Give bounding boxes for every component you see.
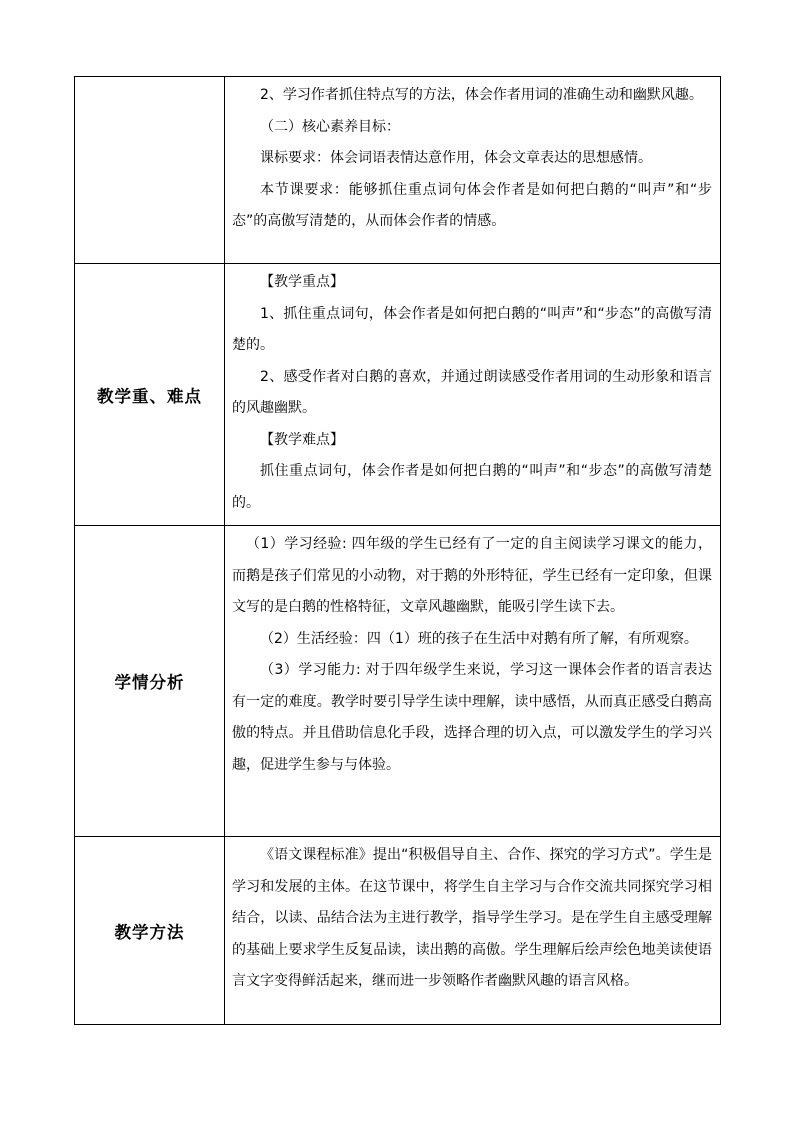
table-row-student-analysis [75, 526, 721, 837]
paragraph: （二）核心素养目标： [260, 118, 400, 135]
table-row-teaching-methods [75, 837, 721, 1025]
row-content-key-points [225, 264, 721, 526]
row-label-objectives [75, 77, 225, 264]
row-content-objectives [225, 77, 721, 264]
row-label-student-analysis: 学情分析 [75, 526, 225, 837]
row-label-key-points: 教学重、难点 [75, 264, 225, 526]
row-content-student-analysis [225, 526, 721, 837]
paragraph: （1）学习经验: 四年级的学生已经有了一定的自主阅读学习课文的能力，而鹅是孩子们常见的小动物，对于鹅的外形特征，学生已经有一定印象，但课文写的是白鹅的性格特征，文章风趣幽默，能吸引学生读下去。 [232, 536, 712, 615]
lesson-plan-table [74, 76, 721, 1025]
paragraph: 本节课要求：能够抓住重点词句体会作者是如何把白鹅的“叫声”和“步态”的高傲写清楚的，从而体会作者的情感。 [232, 181, 712, 229]
paragraph: 【教学难点】 [260, 431, 344, 448]
paragraph: （3）学习能力: 对于四年级学生来说，学习这一课体会作者的语言表达有一定的难度。教学时要引导学生读中理解，读中感悟，从而真正感受白鹅高傲的特点。并且借助信息化手段，选择合理的切入点，可以激发学生的学习兴趣，促进学生参与与体验。 [232, 662, 712, 773]
row-content-teaching-methods [225, 837, 721, 1025]
paragraph: 1、抓住重点词句，体会作者是如何把白鹅的“叫声”和“步态”的高傲写清楚的。 [232, 305, 712, 353]
paragraph: 《语文课程标准》提出“积极倡导自主、合作、探究的学习方式”。学生是学习和发展的主体。在这节课中，将学生自主学习与合作交流共同探究学习相结合，以读、品结合法为主进行教学，指导学生学习。是在学生自主感受理解的基础上要求学生反复品读，读出鹅的高傲。学生理解后绘声绘色地美读使语言文字变得鲜活起来，继而进一步领略作者幽默风趣的语言风格。 [232, 847, 712, 989]
table-row-key-points [75, 264, 721, 526]
paragraph: 【教学重点】 [260, 274, 344, 290]
row-label-teaching-methods: 教学方法 [75, 837, 225, 1025]
paragraph: 2、感受作者对白鹅的喜欢，并通过朗读感受作者用词的生动形象和语言的风趣幽默。 [232, 368, 712, 416]
paragraph: （2）生活经验：四（1）班的孩子在生活中对鹅有所了解，有所观察。 [260, 630, 698, 647]
paragraph: 2、学习作者抓住特点写的方法，体会作者用词的准确生动和幽默风趣。 [260, 87, 703, 103]
paragraph: 抓住重点词句，体会作者是如何把白鹅的“叫声”和“步态”的高傲写清楚的。 [232, 463, 712, 511]
paragraph: 课标要求：体会词语表情达意作用，体会文章表达的思想感情。 [260, 150, 652, 166]
table-row-objectives [75, 77, 721, 264]
